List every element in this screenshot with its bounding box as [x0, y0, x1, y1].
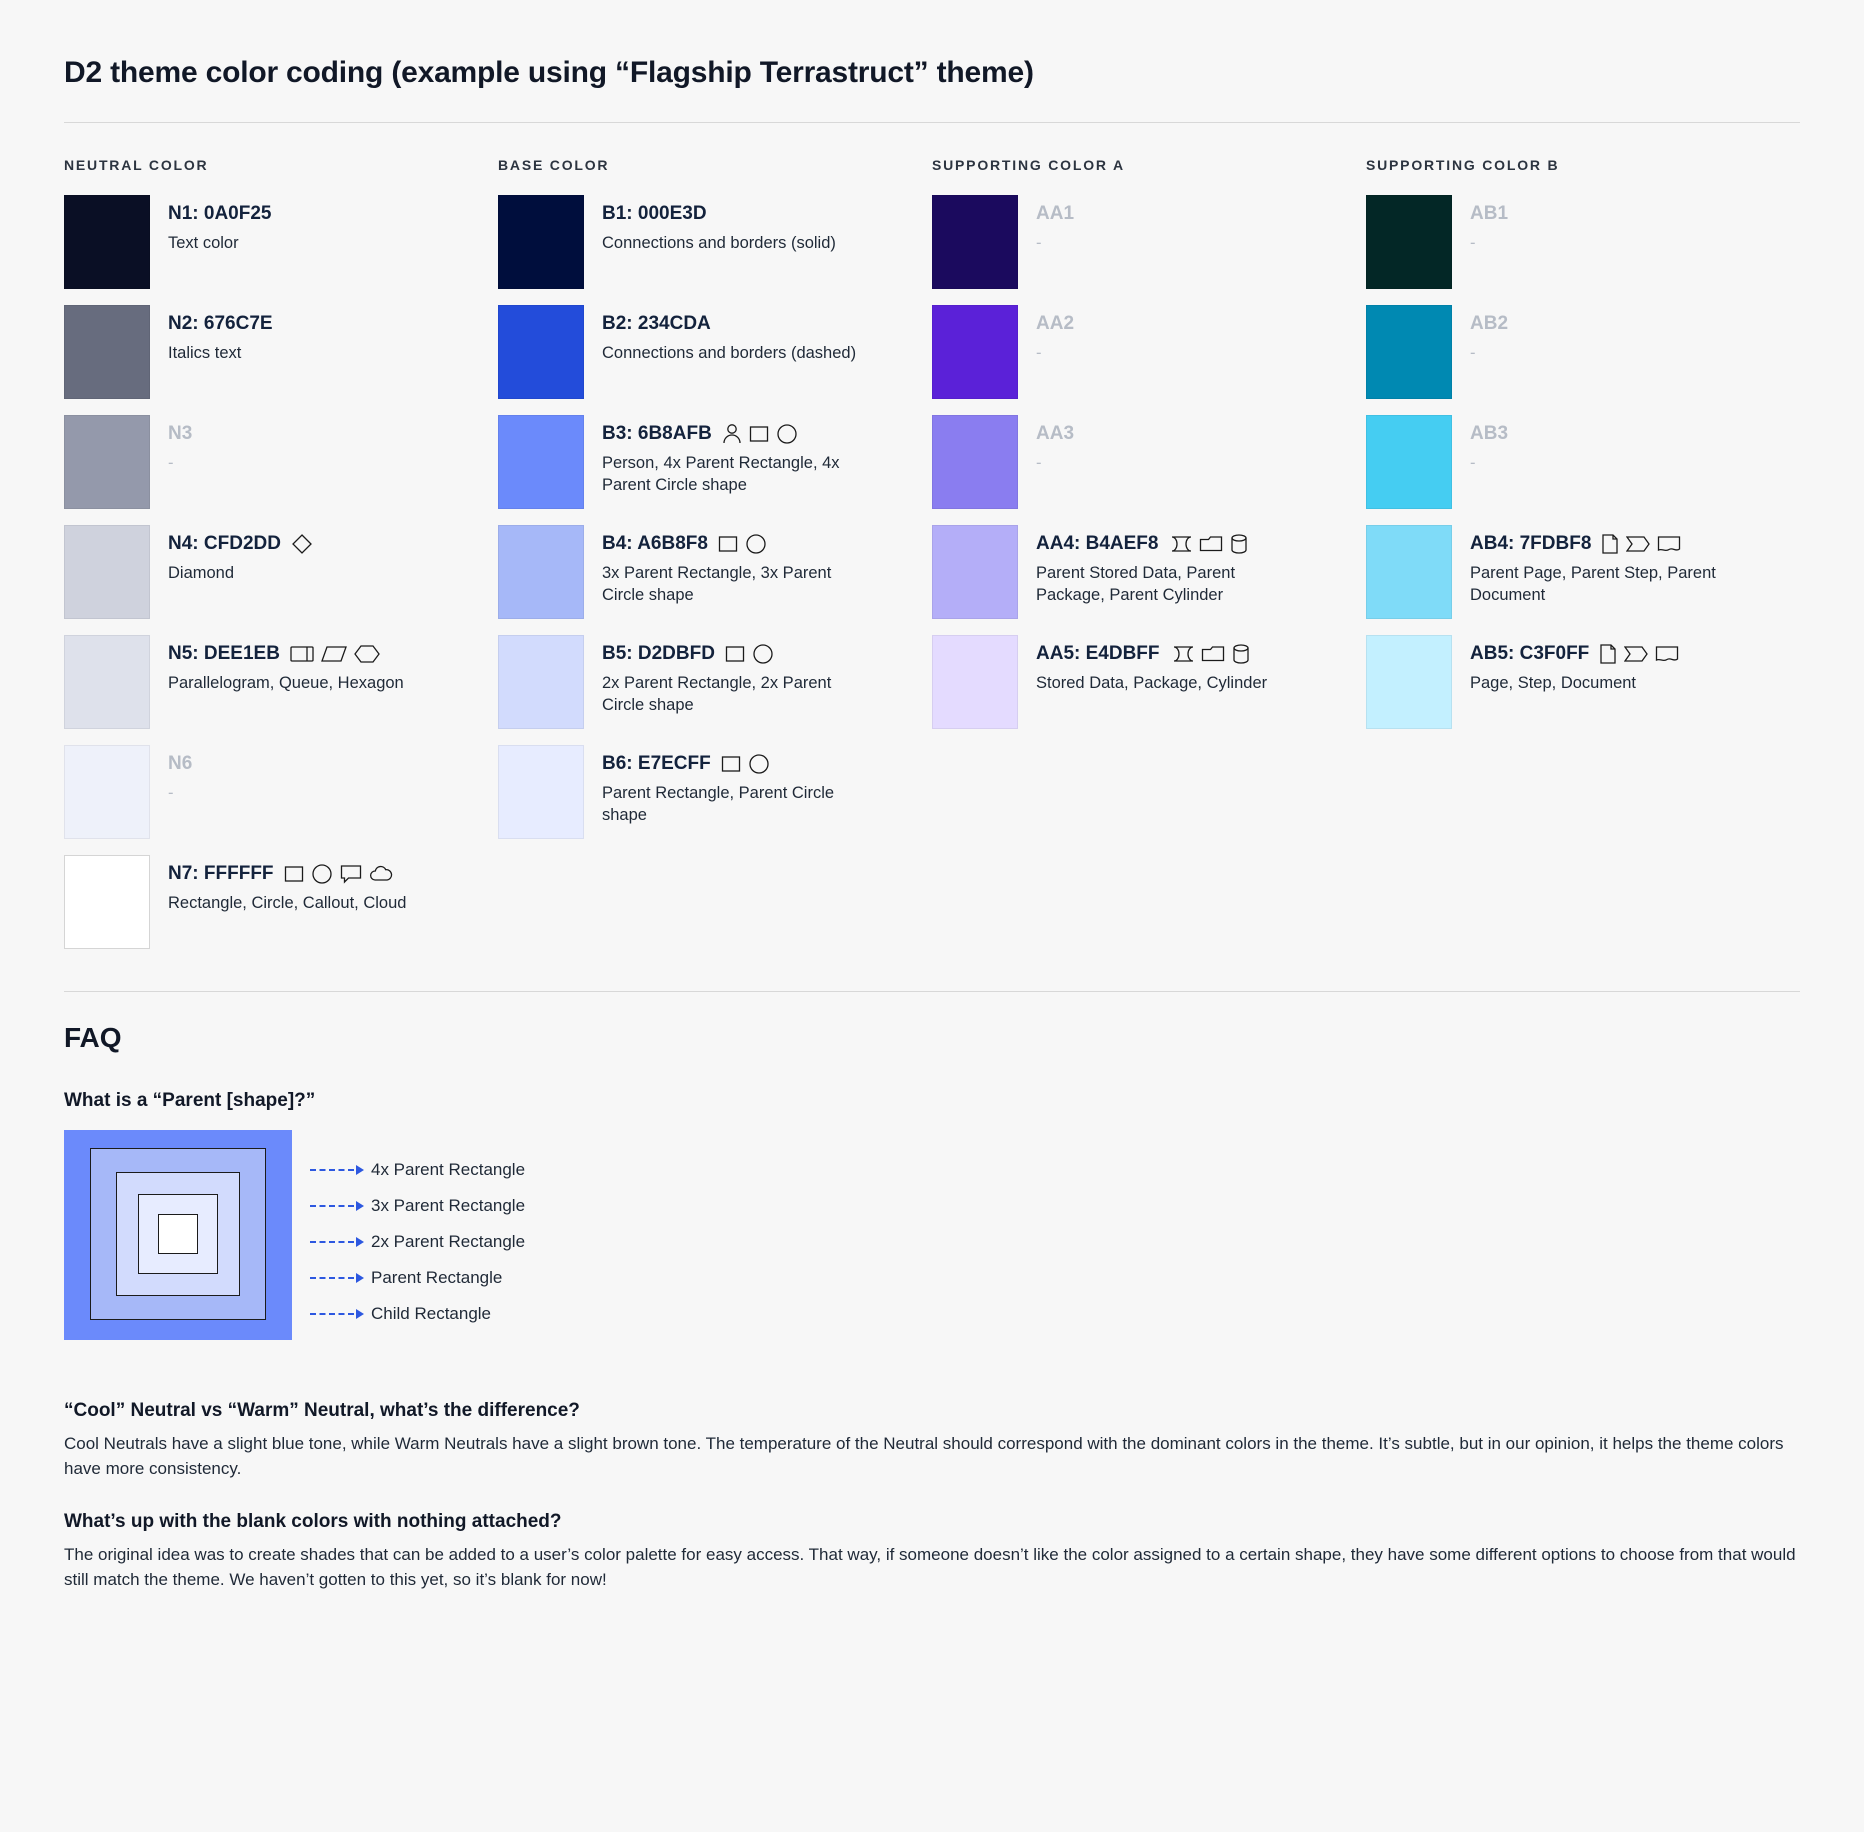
rectangle-icon: [284, 865, 304, 883]
nest-label: [310, 1296, 525, 1332]
swatch-label: [1036, 203, 1074, 226]
swatch-label: [1470, 643, 1679, 666]
color-swatch: [498, 635, 584, 729]
callout-icon: [340, 864, 362, 884]
swatch-description: Page, Step, Document: [1470, 673, 1637, 692]
swatch-description: -: [168, 453, 174, 472]
swatch-label: [168, 423, 192, 446]
shape-icon-group: [722, 423, 798, 445]
hexagon-icon: [354, 644, 380, 664]
swatch-label: [602, 203, 836, 226]
swatch-label: [168, 753, 192, 776]
swatch-code: AA2: [1036, 313, 1075, 334]
swatch-label: [602, 533, 862, 556]
swatch-code: N6: [168, 753, 193, 774]
swatch-text: [584, 525, 862, 606]
diamond-icon: [291, 533, 313, 555]
rectangle-icon: [725, 645, 745, 663]
swatch-code: AA5: E4DBFF: [1036, 643, 1160, 664]
nest-label-text: Child Rectangle: [371, 1304, 492, 1323]
color-swatch: [932, 305, 1018, 399]
swatch-label: [1470, 533, 1730, 556]
arrow-icon: [356, 1309, 364, 1319]
header-divider: [64, 122, 1800, 123]
swatch-text: [584, 635, 862, 716]
swatch-label: [602, 313, 856, 336]
swatch-code: AB1: [1470, 203, 1509, 224]
color-swatch: [932, 635, 1018, 729]
rectangle-icon: [721, 755, 741, 773]
swatch-row: [932, 415, 1340, 509]
swatch-description: Parent Stored Data, Parent Package, Parent Cylinder: [1036, 563, 1236, 605]
swatch-label: [1036, 423, 1074, 446]
swatch-label: [602, 643, 862, 666]
color-swatch: [64, 745, 150, 839]
color-swatch: [64, 525, 150, 619]
color-swatch: [498, 525, 584, 619]
swatch-row: [498, 305, 906, 399]
swatch-row: [1366, 415, 1774, 509]
color-swatch: [498, 305, 584, 399]
swatch-code: N3: [168, 423, 193, 444]
nest-label-text: 3x Parent Rectangle: [371, 1196, 526, 1215]
nest-label-text: 2x Parent Rectangle: [371, 1232, 526, 1251]
swatch-description: -: [1036, 343, 1042, 362]
swatch-text: [150, 745, 192, 804]
color-column: [498, 157, 932, 965]
swatch-row: [498, 195, 906, 289]
swatch-description: Italics text: [168, 343, 242, 362]
swatch-text: [150, 525, 313, 584]
color-column: [932, 157, 1366, 965]
cylinder-icon: [1230, 534, 1248, 554]
faq-answer-2: Cool Neutrals have a slight blue tone, while Warm Neutrals have a slight brown tone. The temperature of the Neutral should correspond with the dominant colors in the theme. It’s subtle, but in our opinion, it helps the theme colors have more consistency.: [64, 1434, 1784, 1478]
circle-icon: [776, 423, 798, 445]
leader-line: [310, 1205, 354, 1208]
swatch-row: [932, 195, 1340, 289]
shape-icon-group: [721, 753, 770, 775]
nest-label: [310, 1152, 525, 1188]
swatch-text: [150, 195, 272, 254]
color-swatch: [64, 635, 150, 729]
swatch-row: [498, 745, 906, 839]
swatch-code: AB4: 7FDBF8: [1470, 533, 1592, 554]
swatch-text: [1018, 195, 1074, 254]
swatch-label: [602, 423, 862, 446]
page-icon: [1601, 533, 1619, 555]
swatch-description: -: [168, 783, 174, 802]
swatch-description: -: [1036, 233, 1042, 252]
swatch-label: [168, 313, 273, 336]
arrow-icon: [356, 1273, 364, 1283]
swatch-code: N4: CFD2DD: [168, 533, 281, 554]
leader-line: [310, 1313, 354, 1316]
swatch-description: Stored Data, Package, Cylinder: [1036, 673, 1268, 692]
swatch-description: 3x Parent Rectangle, 3x Parent Circle shape: [602, 563, 832, 605]
package-icon: [1201, 645, 1225, 663]
swatch-row: [64, 525, 472, 619]
swatch-text: [1018, 415, 1074, 474]
swatch-text: [1452, 525, 1730, 606]
color-swatch: [64, 415, 150, 509]
arrow-icon: [356, 1165, 364, 1175]
swatch-label: [1036, 533, 1296, 556]
step-icon: [1624, 644, 1648, 664]
swatch-row: [932, 525, 1340, 619]
package-icon: [1199, 535, 1223, 553]
swatch-description: Text color: [168, 233, 239, 252]
column-heading: SUPPORTING COLOR A: [932, 157, 1125, 173]
page-icon: [1599, 643, 1617, 665]
swatch-text: [150, 305, 273, 364]
swatch-row: [932, 635, 1340, 729]
faq-section: [64, 991, 1800, 1593]
swatch-text: [1452, 415, 1508, 474]
faq-answer-3: The original idea was to create shades that can be added to a user’s color palette for easy access. That way, if someone doesn’t like the color assigned to a certain shape, they have some different options to choose from that would still match the theme. We haven’t gotten to this yet, so it’s blank for now!: [64, 1545, 1796, 1589]
color-swatch: [498, 415, 584, 509]
leader-line: [310, 1241, 354, 1244]
stored-data-icon: [1168, 535, 1192, 553]
shape-icon-group: [284, 863, 395, 885]
swatch-text: [1452, 635, 1679, 694]
faq-heading: FAQ: [64, 1022, 122, 1053]
swatch-description: Rectangle, Circle, Callout, Cloud: [168, 893, 407, 912]
color-column: [1366, 157, 1800, 965]
swatch-code: AB2: [1470, 313, 1509, 334]
nest-label: [310, 1260, 525, 1296]
shape-icon-group: [1168, 534, 1248, 554]
color-swatch: [498, 195, 584, 289]
swatch-text: [150, 415, 192, 474]
swatch-description: 2x Parent Rectangle, 2x Parent Circle shape: [602, 673, 832, 715]
swatch-row: [498, 525, 906, 619]
swatch-code: AA4: B4AEF8: [1036, 533, 1159, 554]
shape-icon-group: [725, 643, 774, 665]
column-heading: SUPPORTING COLOR B: [1366, 157, 1560, 173]
swatch-description: Parallelogram, Queue, Hexagon: [168, 673, 404, 692]
nest-label-list: [310, 1152, 525, 1332]
swatch-label: [168, 203, 272, 226]
faq-question-3: What’s up with the blank colors with nothing attached?: [64, 1511, 562, 1533]
swatch-code: N1: 0A0F25: [168, 203, 272, 224]
swatch-code: AB5: C3F0FF: [1470, 643, 1590, 664]
cylinder-icon: [1232, 644, 1250, 664]
swatch-code: B6: E7ECFF: [602, 753, 711, 774]
leader-line: [310, 1277, 354, 1280]
swatch-code: AA3: [1036, 423, 1075, 444]
nest-label: [310, 1188, 525, 1224]
color-swatch: [64, 855, 150, 949]
swatch-text: [1452, 195, 1508, 254]
swatch-row: [64, 745, 472, 839]
column-heading: BASE COLOR: [498, 157, 610, 173]
swatch-label: [168, 863, 406, 886]
cloud-icon: [369, 865, 395, 883]
leader-line: [310, 1169, 354, 1172]
color-swatch: [64, 305, 150, 399]
color-swatch: [1366, 525, 1452, 619]
swatch-label: [602, 753, 862, 776]
swatch-code: AA1: [1036, 203, 1075, 224]
swatch-text: [1018, 525, 1296, 606]
person-icon: [722, 423, 742, 445]
swatch-text: [584, 745, 862, 826]
shape-icon-group: [290, 644, 380, 664]
swatch-label: [1470, 313, 1508, 336]
color-swatch: [498, 745, 584, 839]
swatch-text: [584, 195, 836, 254]
swatch-description: Diamond: [168, 563, 235, 582]
nest-child: [158, 1214, 198, 1254]
color-swatch: [1366, 305, 1452, 399]
stored-data-icon: [1170, 645, 1194, 663]
swatch-description: Parent Page, Parent Step, Parent Document: [1470, 563, 1716, 605]
rectangle-icon: [749, 425, 769, 443]
color-swatch: [1366, 195, 1452, 289]
color-swatch: [64, 195, 150, 289]
nest-label-text: Parent Rectangle: [371, 1268, 503, 1287]
swatch-text: [1452, 305, 1508, 364]
swatch-code: AB3: [1470, 423, 1509, 444]
swatch-row: [932, 305, 1340, 399]
queue-icon: [290, 645, 314, 663]
swatch-row: [64, 305, 472, 399]
document-icon: [1655, 644, 1679, 664]
circle-icon: [311, 863, 333, 885]
swatch-code: B5: D2DBFD: [602, 643, 715, 664]
shape-icon-group: [1170, 644, 1250, 664]
swatch-text: [1018, 305, 1074, 364]
swatch-row: [64, 195, 472, 289]
swatch-code: N2: 676C7E: [168, 313, 273, 334]
swatch-description: Person, 4x Parent Rectangle, 4x Parent Circle shape: [602, 453, 840, 495]
shape-icon-group: [291, 533, 313, 555]
document-icon: [1657, 534, 1681, 554]
swatch-label: [1036, 313, 1074, 336]
color-swatch: [932, 195, 1018, 289]
swatch-row: [64, 415, 472, 509]
swatch-row: [64, 635, 472, 729]
color-swatch: [932, 525, 1018, 619]
swatch-row: [498, 415, 906, 509]
swatch-row: [1366, 635, 1774, 729]
swatch-text: [584, 305, 856, 364]
page-title: D2 theme color coding (example using “Flagship Terrastruct” theme): [64, 56, 1034, 89]
nest-label: [310, 1224, 525, 1260]
swatch-description: -: [1470, 343, 1476, 362]
swatch-description: Connections and borders (solid): [602, 233, 836, 252]
swatch-text: [150, 855, 406, 914]
parallelogram-icon: [321, 645, 347, 663]
color-swatch: [1366, 635, 1452, 729]
swatch-description: -: [1470, 233, 1476, 252]
swatch-description: Parent Rectangle, Parent Circle shape: [602, 783, 835, 825]
arrow-icon: [356, 1201, 364, 1211]
swatch-label: [168, 533, 313, 556]
shape-icon-group: [1601, 533, 1681, 555]
arrow-icon: [356, 1237, 364, 1247]
swatch-row: [498, 635, 906, 729]
swatch-text: [584, 415, 862, 496]
swatch-row: [1366, 525, 1774, 619]
parent-shape-diagram: [64, 1130, 584, 1360]
swatch-row: [1366, 305, 1774, 399]
shape-icon-group: [1599, 643, 1679, 665]
swatch-text: [1018, 635, 1267, 694]
swatch-label: [1036, 643, 1267, 666]
faq-divider: [64, 991, 1800, 992]
swatch-description: -: [1036, 453, 1042, 472]
swatch-label: [168, 643, 404, 666]
rectangle-icon: [718, 535, 738, 553]
circle-icon: [752, 643, 774, 665]
swatch-code: B3: 6B8AFB: [602, 423, 712, 444]
color-swatch: [932, 415, 1018, 509]
swatch-row: [64, 855, 472, 949]
step-icon: [1626, 534, 1650, 554]
circle-icon: [748, 753, 770, 775]
circle-icon: [745, 533, 767, 555]
nest-label-text: 4x Parent Rectangle: [371, 1160, 526, 1179]
swatch-label: [1470, 423, 1508, 446]
swatch-code: N5: DEE1EB: [168, 643, 280, 664]
swatch-description: Connections and borders (dashed): [602, 343, 857, 362]
swatch-label: [1470, 203, 1508, 226]
faq-question-1: What is a “Parent [shape]?”: [64, 1090, 316, 1111]
swatch-description: -: [1470, 453, 1476, 472]
swatch-row: [1366, 195, 1774, 289]
color-columns: [64, 157, 1800, 965]
column-heading: NEUTRAL COLOR: [64, 157, 209, 173]
color-column: [64, 157, 498, 965]
swatch-text: [150, 635, 404, 694]
swatch-code: B4: A6B8F8: [602, 533, 708, 554]
shape-icon-group: [718, 533, 767, 555]
color-swatch: [1366, 415, 1452, 509]
swatch-code: B1: 000E3D: [602, 203, 707, 224]
swatch-code: B2: 234CDA: [602, 313, 711, 334]
swatch-code: N7: FFFFFF: [168, 863, 274, 884]
faq-question-2: “Cool” Neutral vs “Warm” Neutral, what’s the difference?: [64, 1400, 580, 1421]
